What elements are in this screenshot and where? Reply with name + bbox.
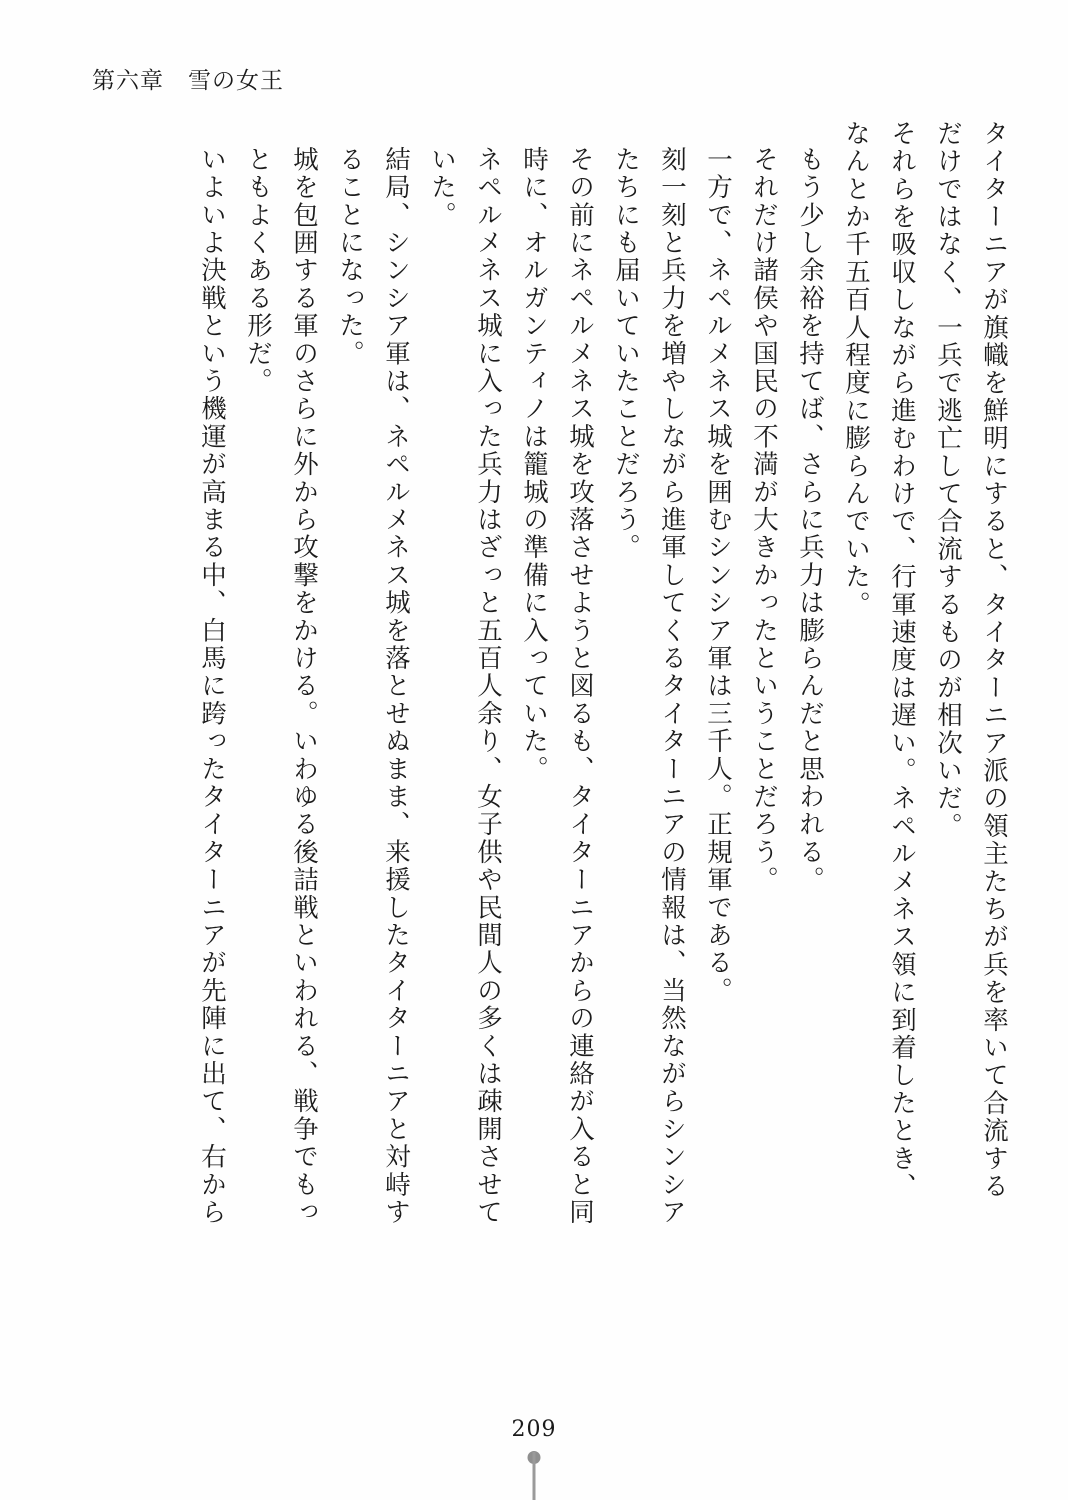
- text-column: もう少し余裕を持てば、さらに兵力は膨らんだと思われる。: [795, 146, 825, 894]
- text-column: ネペルメネス城に入った兵力はざっと五百人余り、女子供や民間人の多くは疎開させて: [473, 146, 503, 1227]
- text-column: ることになった。: [335, 146, 365, 368]
- spine-mark: [533, 1452, 536, 1500]
- text-column: 城を包囲する軍のさらに外から攻撃をかける。いわゆる後詰戦といわれる、戦争でもっ: [289, 146, 319, 1227]
- page-number: 209: [511, 1417, 557, 1442]
- text-column: いよいよ決戦という機運が高まる中、白馬に跨ったタイターニアが先陣に出て、右から: [197, 146, 227, 1227]
- text-column: いた。: [427, 146, 457, 230]
- text-column: それらを吸収しながら進むわけで、行軍速度は遅い。ネペルメネス領に到着したとき、: [887, 120, 917, 1201]
- text-column: それだけ諸侯や国民の不満が大きかったということだろう。: [749, 146, 779, 894]
- text-column: 結局、シンシア軍は、ネペルメネス城を落とせぬまま、来援したタイターニアと対峙す: [381, 146, 411, 1227]
- text-column: タイターニアが旗幟を鮮明にすると、タイターニア派の領主たちが兵を率いて合流する: [979, 120, 1009, 1201]
- text-column: 一方で、ネペルメネス城を囲むシンシア軍は三千人。正規軍である。: [703, 146, 733, 1005]
- text-column: だけではなく、一兵で逃亡して合流するものが相次いだ。: [933, 120, 963, 841]
- chapter-running-head: 第六章 雪の女王: [92, 68, 284, 94]
- text-column: 刻一刻と兵力を増やしながら進軍してくるタイターニアの情報は、当然ながらシンシア: [657, 146, 687, 1227]
- text-column: その前にネペルメネス城を攻落させようと図るも、タイターニアからの連絡が入ると同: [565, 146, 595, 1227]
- text-column: たちにも届いていたことだろう。: [611, 146, 641, 562]
- text-column: 時に、オルガンティノは籠城の準備に入っていた。: [519, 146, 549, 784]
- text-column: なんとか千五百人程度に膨らんでいた。: [841, 120, 871, 619]
- text-column: ともよくある形だ。: [243, 146, 273, 396]
- vertical-text-block: [90, 120, 1009, 1370]
